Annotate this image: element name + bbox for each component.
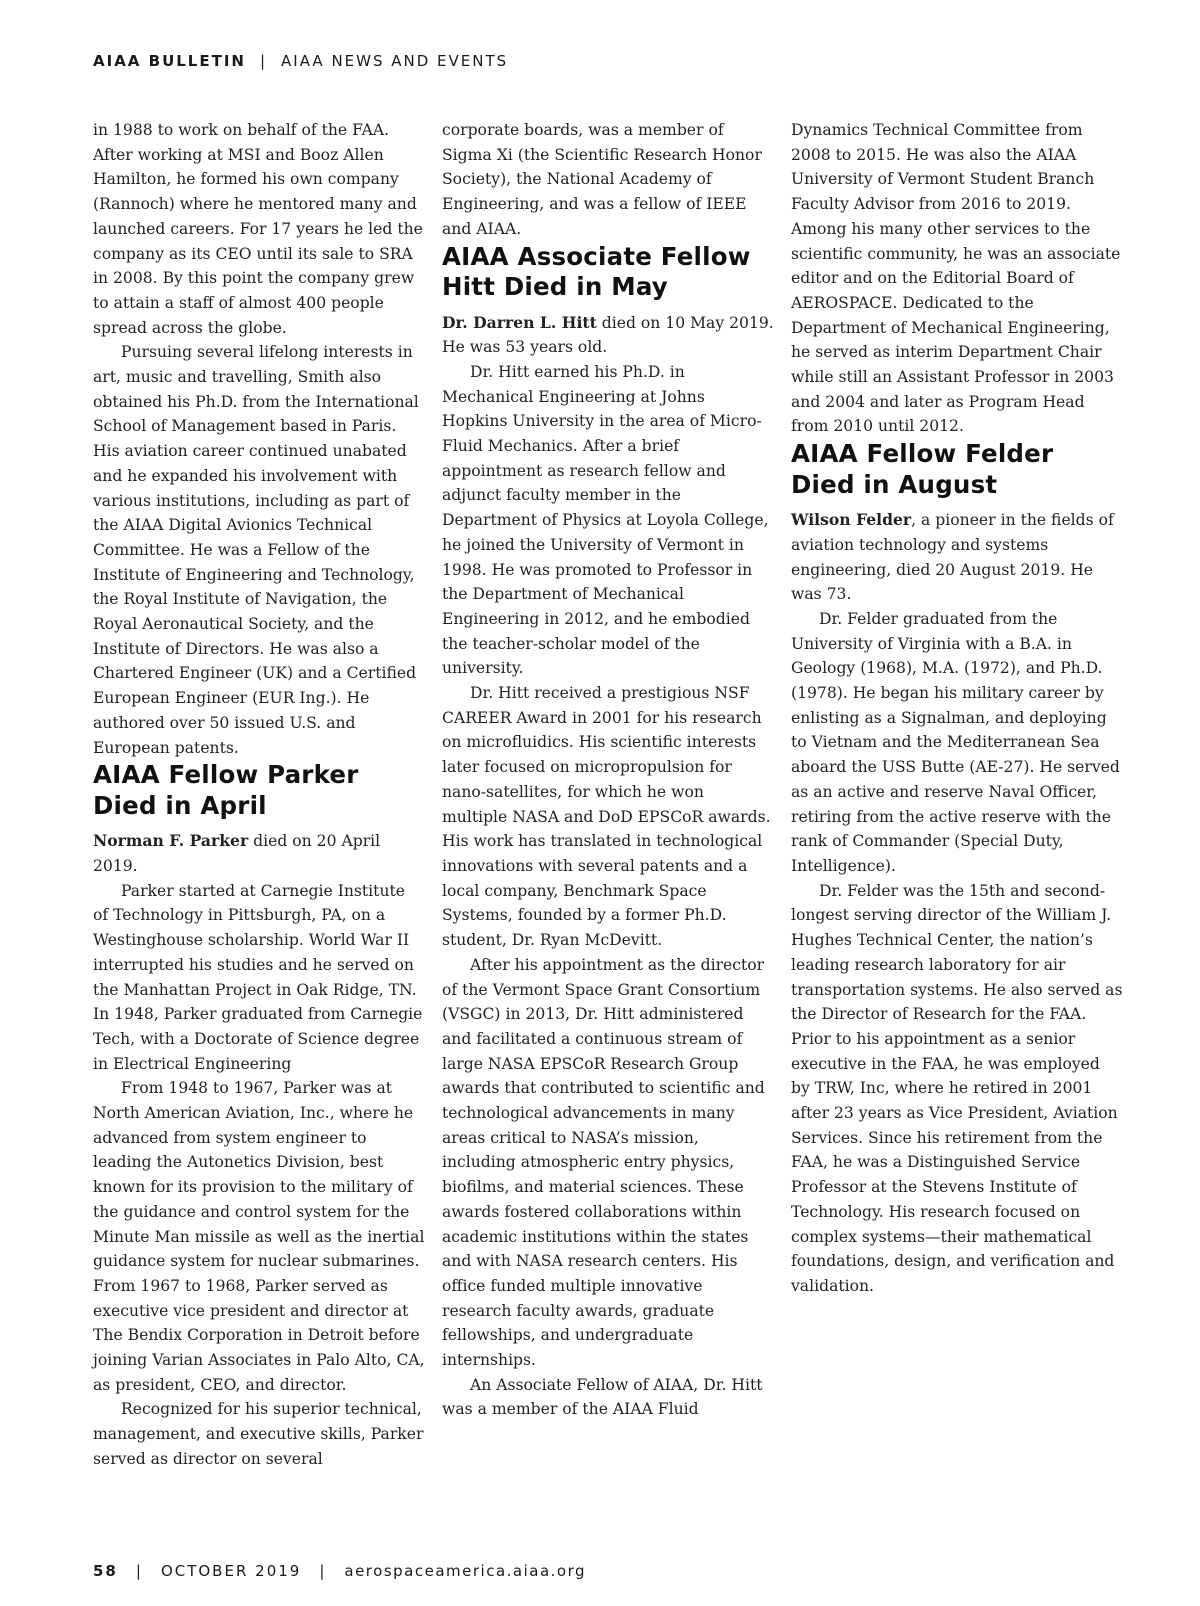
parker-continued: corporate boards, was a member of Sigma Xi (the Scientific Research Honor Society), the National Academy of Engineering, and was a fellow of IEEE and AIAA. [442, 121, 762, 238]
felder-intro-text: , a pioneer in the fields of aviation technology and systems engineering, died 20 August 2019. He was 73. [791, 511, 1114, 604]
felder-intro [791, 508, 1123, 607]
parker-paragraph-3: From 1948 to 1967, Parker was at North American Aviation, Inc., where he advanced from system engineer to leading the Autonetics Division, best known for its provision to the military of the guidance and control system for the Minute Man missile as well as the inertial guidance system for nuclear submarines. From 1967 to 1968, Parker served as executive vice president and director at The Bendix Corporation in Detroit before joining Varian Associates in Palo Alto, CA, as president, CEO, and director. [93, 1079, 425, 1394]
page-number: 58 [93, 1562, 118, 1580]
smith-paragraph-1: in 1988 to work on behalf of the FAA. After working at MSI and Booz Allen Hamilton, he formed his own company (Rannoch) where he mentored many and launched careers. For 17 years he led the company as its CEO until its sale to SRA in 2008. By this point the company grew to attain a staff of almost 400 people spread across the globe. [93, 121, 423, 337]
parker-intro [93, 829, 425, 878]
section-title: AIAA NEWS AND EVENTS [281, 52, 509, 70]
hitt-heading: AIAA Associate Fellow Hitt Died in May [442, 241, 751, 302]
hitt-paragraph-5: An Associate Fellow of AIAA, Dr. Hitt was a member of the AIAA Fluid [442, 1375, 763, 1419]
hitt-continued: Dynamics Technical Committee from 2008 to 2015. He was also the AIAA University of Vermont Student Branch Faculty Advisor from 2016 to 2019. Among his many other services to the scientific community, he was an associate editor and on the Editorial Board of AEROSPACE. Dedicated to the Department of Mechanical Engineering, he served as interim Department Chair while still an Assistant Professor in 2003 and 2004 and later as Program Head from 2010 until 2012. [791, 121, 1121, 436]
parker-intro-text: died on 20 April 2019. [93, 832, 381, 875]
parker-heading: AIAA Fellow Parker Died in April [93, 760, 359, 820]
felder-name: Wilson Felder [791, 510, 912, 530]
column-2 [442, 118, 774, 1422]
parker-paragraph-4: Recognized for his superior technical, management, and executive skills, Parker served as director on several [93, 1400, 424, 1468]
issue-date: OCTOBER 2019 [160, 1562, 302, 1580]
footer-separator-2: | [319, 1562, 327, 1580]
footer-separator-1: | [135, 1562, 143, 1580]
website-url: aerospaceamerica.aiaa.org [344, 1562, 587, 1580]
felder-paragraph-2: Dr. Felder graduated from the University of Virginia with a B.A. in Geology (1968), M.A. (1972), and Ph.D. (1978). He began his military career by enlisting as a Signalman, and deploying to Vietnam and the Mediterranean Sea aboard the USS Butte (AE-27). He served as an active and reserve Naval Officer, retiring from the active reserve with the rank of Commander (Special Duty, Intelligence). [791, 609, 1120, 875]
hitt-intro [442, 311, 774, 360]
publication-title: AIAA BULLETIN [93, 52, 246, 70]
hitt-name: Dr. Darren L. Hitt [442, 312, 597, 332]
page-header [93, 52, 508, 70]
felder-heading: AIAA Fellow Felder Died in August [791, 439, 1054, 499]
smith-paragraph-2: Pursuing several lifelong interests in art, music and travelling, Smith also obtained his Ph.D. from the International School of Management based in Paris. His aviation career continued unabated and he expanded his involvement with various institutions, including as part of the AIAA Digital Avionics Technical Committee. He was a Fellow of the Institute of Engineering and Technology, the Royal Institute of Navigation, the Royal Aeronautical Society, and the Institute of Directors. He was also a Chartered Engineer (UK) and a Certified European Engineer (EUR Ing.). He authored over 50 issued U.S. and European patents. [93, 343, 419, 757]
parker-name: Norman F. Parker [93, 831, 249, 851]
hitt-paragraph-2: Dr. Hitt earned his Ph.D. in Mechanical Engineering at Johns Hopkins University in the area of Micro-Fluid Mechanics. After a brief appointment as research fellow and adjunct faculty member in the Department of Physics at Loyola College, he joined the University of Vermont in 1998. He was promoted to Professor in the Department of Mechanical Engineering in 2012, and he embodied the teacher-scholar model of the university. [442, 362, 769, 678]
felder-paragraph-3: Dr. Felder was the 15th and second-longest serving director of the William J. Hughes Technical Center, the nation’s leading research laboratory for air transportation systems. He also served as the Director of Research for the FAA. Prior to his appointment as a senior executive in the FAA, he was employed by TRW, Inc, where he retired in 2001 after 23 years as Vice President, Aviation Services. Since his retirement from the FAA, he was a Distinguished Service Professor at the Stevens Institute of Technology. His research focused on complex systems—their mathematical foundations, design, and verification and validation. [791, 881, 1123, 1295]
column-3 [791, 118, 1123, 1299]
hitt-paragraph-3: Dr. Hitt received a prestigious NSF CAREER Award in 2001 for his research on microfluidics. His scientific interests later focused on micropropulsion for nano-satellites, for which he won multiple NASA and DoD EPSCoR awards. His work has translated in technological innovations with several patents and a local company, Benchmark Space Systems, founded by a former Ph.D. student, Dr. Ryan McDevitt. [442, 684, 771, 950]
page-footer [93, 1562, 586, 1580]
hitt-intro-text: died on 10 May 2019. He was 53 years old. [442, 313, 774, 357]
column-1 [93, 118, 425, 1472]
header-separator: | [259, 52, 268, 70]
hitt-paragraph-4: After his appointment as the director of the Vermont Space Grant Consortium (VSGC) in 2013, Dr. Hitt administered and facilitated a continuous stream of large NASA EPSCoR Research Group awards that contributed to scientific and technological advancements in many areas critical to NASA’s mission, including atmospheric entry physics, biofilms, and material sciences. These awards fostered collaborations within academic institutions within the states and with NASA research centers. His office funded multiple innovative research faculty awards, graduate fellowships, and undergraduate internships. [442, 955, 765, 1370]
parker-paragraph-2: Parker started at Carnegie Institute of Technology in Pittsburgh, PA, on a Westinghouse scholarship. World War II interrupted his studies and he served on the Manhattan Project in Oak Ridge, TN. In 1948, Parker graduated from Carnegie Tech, with a Doctorate of Science degree in Electrical Engineering [93, 881, 423, 1073]
